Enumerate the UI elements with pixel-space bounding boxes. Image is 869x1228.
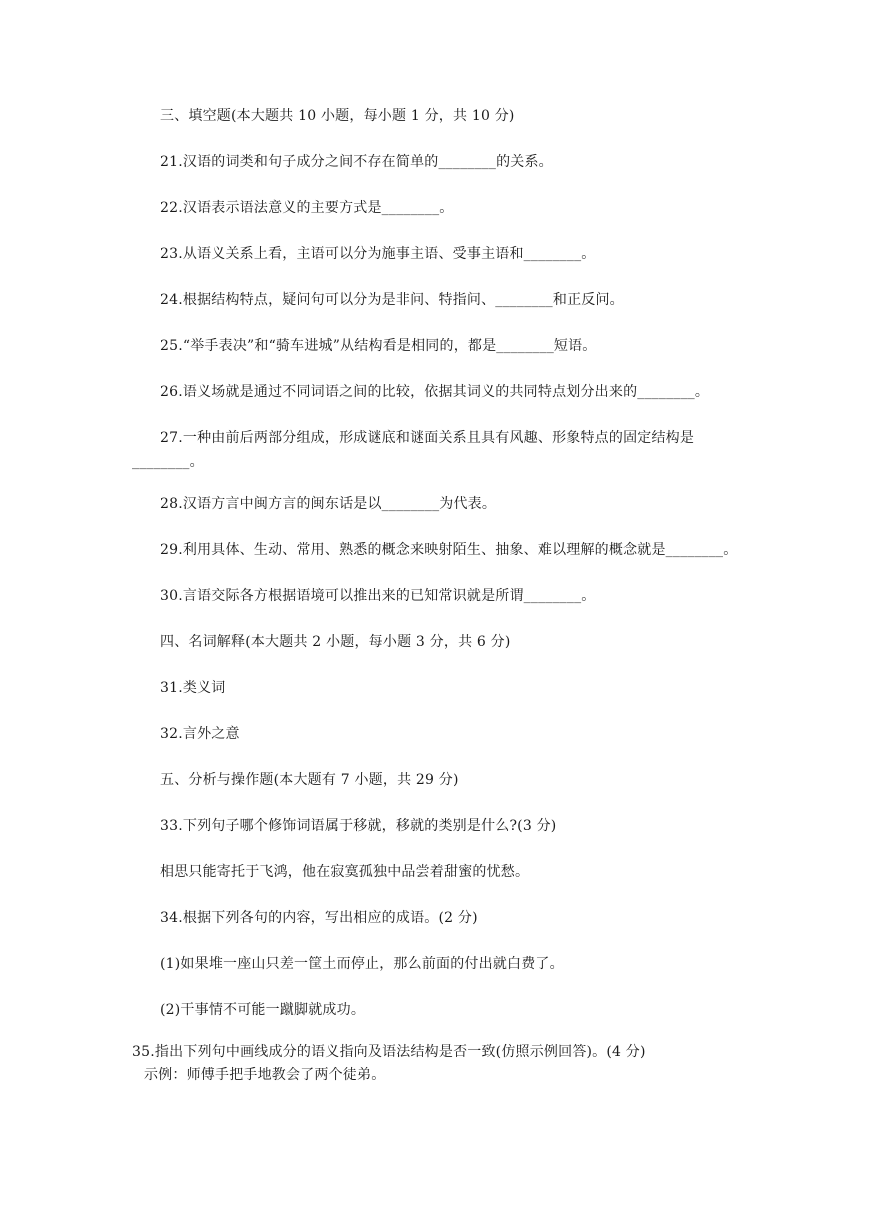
- section5-heading: 五、分析与操作题(本大题有 7 小题，共 29 分): [160, 772, 459, 788]
- question-24: 24.根据结构特点，疑问句可以分为是非问、特指问、________和正反问。: [160, 292, 624, 308]
- question-31: 31.类义词: [160, 680, 226, 696]
- question-32: 32.言外之意: [160, 726, 240, 742]
- question-29: 29.利用具体、生动、常用、熟悉的概念来映射陌生、抽象、难以理解的概念就是________。: [160, 542, 738, 558]
- question-25: 25.“举手表决”和“骑车进城”从结构看是相同的，都是________短语。: [160, 338, 597, 354]
- question-33: 33.下列句子哪个修饰词语属于移就，移就的类别是什么?(3 分): [160, 818, 557, 834]
- question-34: 34.根据下列各句的内容，写出相应的成语。(2 分): [160, 910, 478, 926]
- question-23: 23.从语义关系上看，主语可以分为施事主语、受事主语和________。: [160, 246, 596, 262]
- section3-heading: 三、填空题(本大题共 10 小题，每小题 1 分，共 10 分): [160, 108, 515, 124]
- question-34-item-1: (1)如果堆一座山只差一筐土而停止，那么前面的付出就白费了。: [160, 956, 564, 972]
- question-28: 28.汉语方言中闽方言的闽东话是以________为代表。: [160, 496, 497, 512]
- question-27-line1: 27.一种由前后两部分组成，形成谜底和谜面关系且具有风趣、形象特点的固定结构是: [160, 430, 695, 446]
- question-35: 35.指出下列句中画线成分的语义指向及语法结构是否一致(仿照示例回答)。(4 分): [132, 1044, 646, 1060]
- question-33-sentence: 相思只能寄托于飞鸿，他在寂寞孤独中品尝着甜蜜的忧愁。: [160, 864, 530, 880]
- question-26: 26.语义场就是通过不同词语之间的比较，依据其词义的共同特点划分出来的________。: [160, 384, 710, 400]
- question-21: 21.汉语的词类和句子成分之间不存在简单的________的关系。: [160, 154, 553, 170]
- question-22: 22.汉语表示语法意义的主要方式是________。: [160, 200, 454, 216]
- section4-heading: 四、名词解释(本大题共 2 小题，每小题 3 分，共 6 分): [160, 634, 511, 650]
- question-35-example: 示例：师傅手把手地教会了两个徒弟。: [144, 1067, 386, 1083]
- question-27-line2: ________。: [132, 454, 204, 470]
- question-34-item-2: (2)干事情不可能一蹴脚就成功。: [160, 1002, 366, 1018]
- question-30: 30.言语交际各方根据语境可以推出来的已知常识就是所谓________。: [160, 588, 596, 604]
